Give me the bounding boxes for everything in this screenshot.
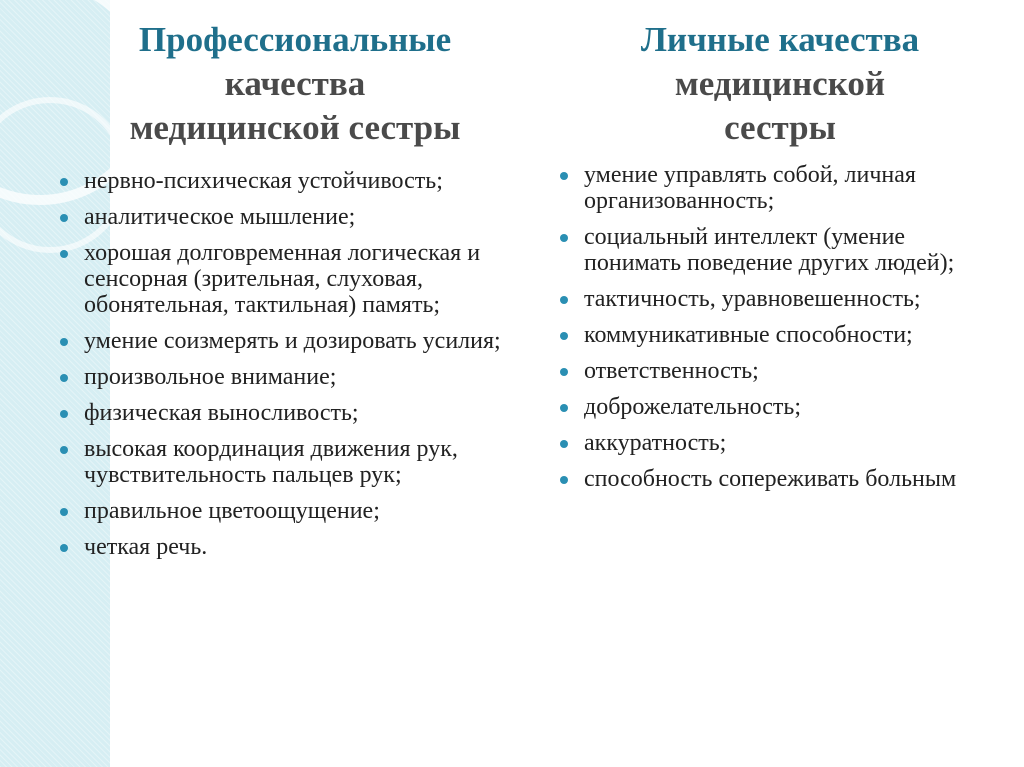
list-item	[60, 364, 560, 390]
personal-qualities-list	[560, 162, 1000, 502]
list-item-text: аккуратность;	[584, 430, 727, 456]
bullet-icon	[60, 508, 68, 516]
list-item	[60, 436, 560, 488]
personal-qualities-title	[540, 18, 1020, 150]
bullet-icon	[560, 234, 568, 242]
bullet-icon	[560, 296, 568, 304]
list-item	[560, 430, 1000, 456]
bullet-icon	[560, 368, 568, 376]
list-item-text: тактичность, уравновешенность;	[584, 286, 921, 312]
list-item-text: способность сопереживать больным	[584, 466, 957, 492]
bullet-icon	[60, 250, 68, 258]
list-item-text: произвольное внимание;	[84, 364, 337, 390]
list-item	[60, 400, 560, 426]
list-item	[60, 498, 560, 524]
list-item	[560, 322, 1000, 348]
bullet-icon	[60, 338, 68, 346]
list-item	[560, 286, 1000, 312]
list-item	[60, 328, 560, 354]
list-item	[560, 394, 1000, 420]
list-item	[60, 240, 560, 318]
title-line: качества	[224, 64, 366, 103]
list-item	[60, 534, 560, 560]
bullet-icon	[60, 178, 68, 186]
list-item-text: ответственность;	[584, 358, 759, 384]
list-item-text: высокая координация движения рук, чувствительность пальцев рук;	[84, 436, 458, 488]
bullet-icon	[560, 440, 568, 448]
list-item-text: аналитическое мышление;	[84, 204, 356, 230]
title-line: медицинской	[674, 64, 886, 103]
bullet-icon	[60, 446, 68, 454]
list-item-text: хорошая долговременная логическая и сенсорная (зрительная, слуховая, обонятельная, тактильная) память;	[84, 240, 481, 318]
title-line: Профессиональные	[138, 20, 452, 59]
bullet-icon	[560, 404, 568, 412]
professional-qualities-title	[60, 18, 530, 150]
bullet-icon	[560, 172, 568, 180]
title-line: медицинской сестры	[129, 108, 461, 147]
list-item-text: умение управлять собой, личная организованность;	[584, 162, 916, 214]
list-item	[560, 358, 1000, 384]
list-item-text: нервно-психическая устойчивость;	[84, 168, 443, 194]
list-item-text: умение соизмерять и дозировать усилия;	[84, 328, 501, 354]
list-item	[560, 466, 1000, 492]
list-item-text: коммуникативные способности;	[584, 322, 913, 348]
list-item	[60, 204, 560, 230]
professional-qualities-list	[60, 168, 560, 570]
title-line: сестры	[724, 108, 836, 147]
bullet-icon	[60, 214, 68, 222]
list-item-text: четкая речь.	[84, 534, 208, 560]
bullet-icon	[560, 476, 568, 484]
title-line: Личные качества	[640, 20, 920, 59]
bullet-icon	[60, 544, 68, 552]
bullet-icon	[60, 374, 68, 382]
list-item-text: физическая выносливость;	[84, 400, 359, 426]
list-item	[560, 162, 1000, 214]
list-item-text: социальный интеллект (умение понимать поведение других людей);	[584, 224, 955, 276]
list-item	[60, 168, 560, 194]
list-item-text: правильное цветоощущение;	[84, 498, 380, 524]
list-item-text: доброжелательность;	[584, 394, 802, 420]
bullet-icon	[560, 332, 568, 340]
bullet-icon	[60, 410, 68, 418]
list-item	[560, 224, 1000, 276]
